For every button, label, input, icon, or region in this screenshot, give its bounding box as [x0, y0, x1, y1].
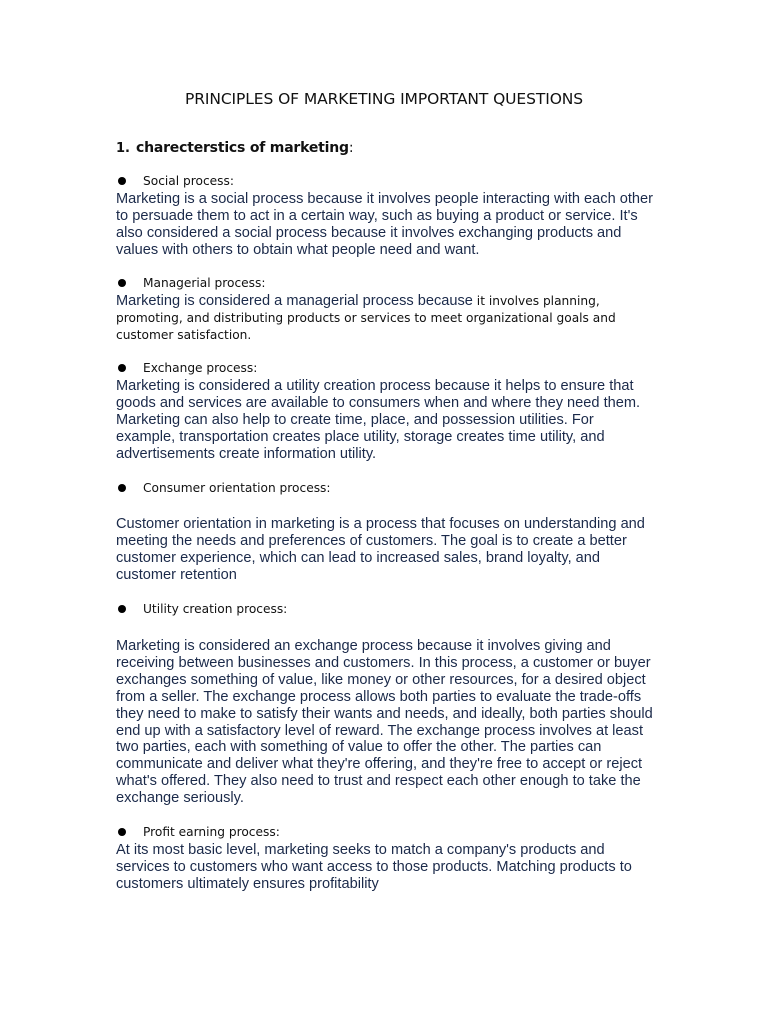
section-heading — [116, 137, 354, 156]
list-item-bullet — [116, 174, 234, 188]
paragraph: At its most basic level, marketing seeks to match a company's products and services to customers who want access to those products. Matching products to customers ultimately ensures profitability — [116, 842, 632, 892]
bullet-icon — [118, 177, 126, 185]
paragraph-text: Marketing is considered a managerial process because — [116, 293, 473, 309]
bullet-label: Social process: — [143, 174, 234, 188]
list-item-bullet — [116, 825, 280, 839]
bullet-label: Exchange process: — [143, 361, 258, 375]
bullet-label: Managerial process: — [143, 276, 266, 290]
bullet-icon — [118, 605, 126, 613]
page-title: PRINCIPLES OF MARKETING IMPORTANT QUESTIONS — [184, 90, 584, 108]
bullet-icon — [118, 279, 126, 287]
list-item-bullet — [116, 602, 287, 616]
bullet-icon — [118, 828, 126, 836]
bullet-label: Consumer orientation process: — [143, 481, 331, 495]
section-heading-colon: : — [348, 140, 354, 156]
paragraph: Marketing is considered an exchange process because it involves giving and receiving between businesses and customers. In this process, a customer or buyer exchanges something of value, like money or other resources, for a desired object from a seller. The exchange process allows both parties to evaluate the trade-offs they need to make to satisfy their wants and needs, and ideally, both parties should end up with a satisfactory level of reward. The exchange process involves at least two parties, each with something of value to offer the other. The parties can communicate and deliver what they're offering, and they're free to accept or reject what's offered. They also need to trust and respect each other enough to take the exchange seriously. — [116, 638, 653, 807]
list-item-bullet — [116, 276, 265, 290]
bullet-label: Utility creation process: — [143, 602, 288, 616]
bullet-label: Profit earning process: — [143, 825, 280, 839]
paragraph-text-small: it involves planning, promoting, and distributing products or services to meet organizational goals and customer satisfaction. — [116, 294, 616, 342]
paragraph: Marketing is a social process because it involves people interacting with each other to persuade them to act in a certain way, such as buying a product or service. It's also considered a social process because it involves exchanging products and values with others to obtain what people need and want. — [116, 191, 654, 258]
list-item-bullet — [116, 361, 257, 375]
bullet-icon — [118, 364, 126, 372]
section-heading-text: charecterstics of marketing — [135, 140, 349, 156]
bullet-icon — [118, 484, 126, 492]
section-number: 1. — [116, 141, 130, 156]
paragraph — [116, 293, 656, 343]
paragraph: Customer orientation in marketing is a process that focuses on understanding and meeting the needs and preferences of customers. The goal is to create a better customer experience, which can lead to increased sales, brand loyalty, and customer retention — [116, 516, 645, 583]
paragraph: Marketing is considered a utility creation process because it helps to ensure that goods and services are available to consumers when and where they need them. Marketing can also help to create time, place, and possession utilities. For example, transportation creates place utility, storage creates time utility, and advertisements create information utility. — [116, 378, 641, 462]
list-item-bullet — [116, 481, 331, 495]
